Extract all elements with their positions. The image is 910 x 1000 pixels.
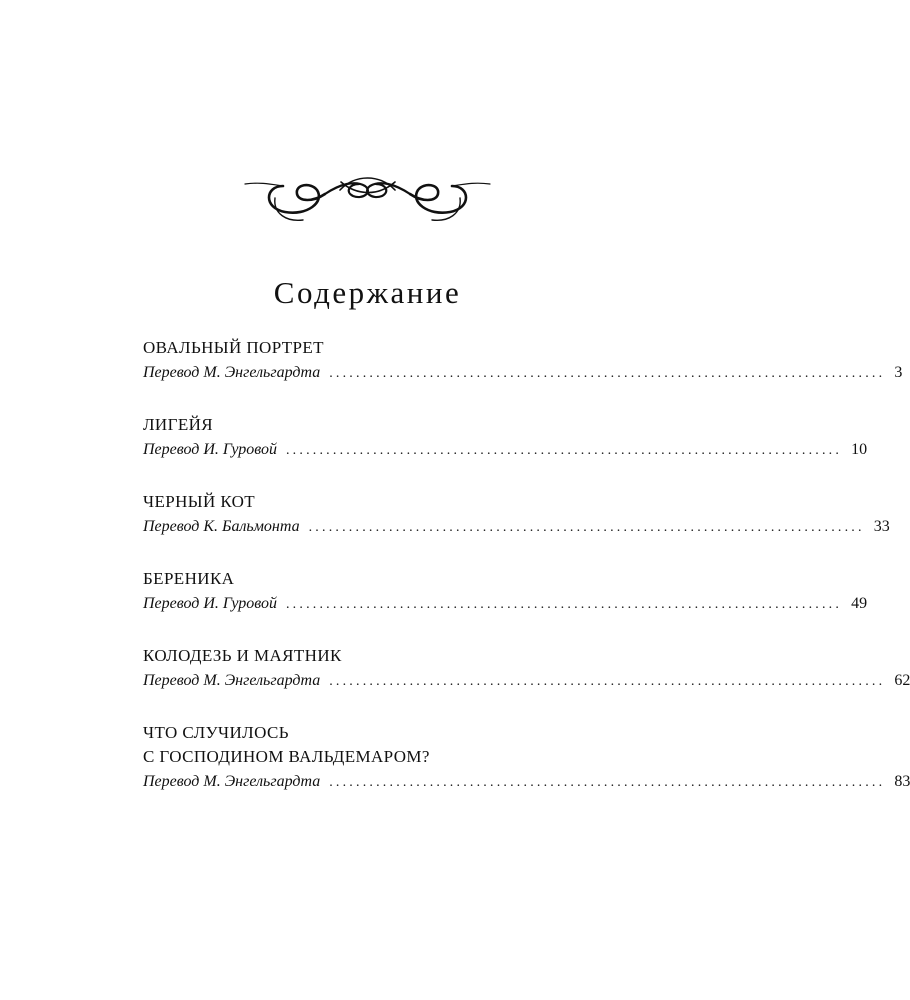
story-title: ОВАЛЬНЫЙ ПОРТРЕТ [143,338,324,357]
dot-leader: ................................................................................... [329,775,886,790]
translator-line [143,360,903,387]
translator-credit: Перевод И. Гуровой [143,441,277,458]
translator-credit: Перевод М. Энгельгардта [143,364,321,381]
page-number: 83 [894,773,910,790]
story-title: ЧЕРНЫЙ КОТ [143,492,256,511]
toc-entry [143,490,890,541]
toc-entry [143,567,868,618]
translator-line [143,437,868,464]
page-number: 33 [873,518,890,535]
translator-credit: Перевод М. Энгельгардта [143,672,321,689]
translator-line [143,769,910,796]
story-title: КОЛОДЕЗЬ И МАЯТНИК [143,646,342,665]
translator-credit: Перевод М. Энгельгардта [143,773,321,790]
toc-entry [143,336,903,387]
toc-entry [143,413,868,464]
page-title: Содержание [273,274,462,310]
page-number: 49 [851,595,868,612]
flourish-ornament-icon [245,162,490,228]
page-number: 3 [894,364,903,381]
table-of-contents [143,336,910,822]
story-title-line-2: С ГОСПОДИНОМ ВАЛЬДЕМАРОМ? [143,747,430,766]
story-title: ЛИГЕЙЯ [143,415,214,434]
dot-leader: ................................................................................... [285,597,843,612]
toc-entry [143,721,910,796]
translator-line [143,668,910,695]
dot-leader: ................................................................................... [329,366,886,381]
translator-credit: Перевод К. Бальмонта [143,518,300,535]
story-title: БЕРЕНИКА [143,569,235,588]
translator-credit: Перевод И. Гуровой [143,595,277,612]
dot-leader: ................................................................................... [329,674,886,689]
dot-leader: ................................................................................... [308,520,865,535]
translator-line [143,591,868,618]
page-number: 62 [894,672,910,689]
translator-line [143,514,890,541]
dot-leader: ................................................................................... [285,443,843,458]
toc-entry [143,644,910,695]
story-title-line-1: ЧТО СЛУЧИЛОСЬ [143,723,289,742]
page-number: 10 [851,441,868,458]
